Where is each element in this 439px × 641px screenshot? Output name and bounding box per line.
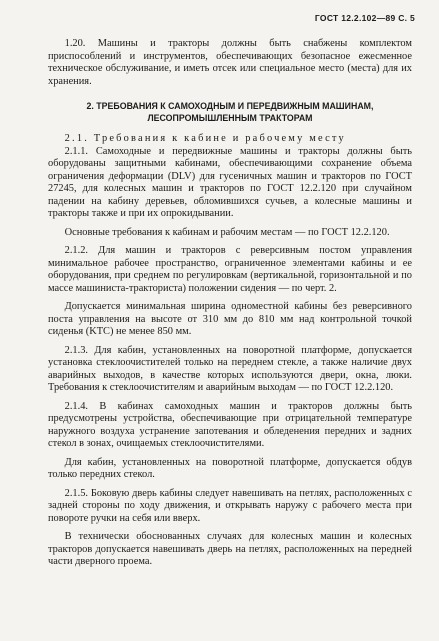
- paragraph-hinges: В технически обоснованных случаях для колесных машин и колесных тракторов допускается навешивать дверь на петлях, расположенных на передней части дверного проема.: [48, 531, 412, 567]
- document-body: [48, 38, 412, 575]
- paragraph-width: Допускается минимальная ширина одноместной кабины без реверсивного поста управления на высоте от 310 мм до 810 мм над контрольной точкой сиденья (KTC) не менее 850 мм.: [48, 301, 412, 337]
- paragraph-requirements: Основные требования к кабинам и рабочим местам — по ГОСТ 12.2.120.: [64, 226, 390, 238]
- section-title: [48, 100, 412, 124]
- section-title-line-2: ЛЕСОПРОМЫШЛЕННЫМ ТРАКТОРАМ: [147, 113, 313, 123]
- paragraph-2-1-2: 2.1.2. Для машин и тракторов с реверсивным постом управления минимальное рабочее пространство, ограниченное элементами кабины и ее оборудования, при среднем по регулировкам (вертикальной, горизонтальной и по массе машиниста-тракториста) положении сидения — по черт. 2.: [48, 245, 412, 294]
- paragraph-2-1-3: 2.1.3. Для кабин, установленных на поворотной платформе, допускается установка стеклоочистителей только на переднем стекле, а также наличие двух аварийных выходов, в качестве которых используются двери, окна, люки. Требования к стеклоочистителям и аварийным выходам — по ГОСТ 12.2.120.: [48, 344, 412, 393]
- paragraph-blower: Для кабин, установленных на поворотной платформе, допускается обдув только передних стекол.: [48, 456, 412, 480]
- paragraph-2-1-1: 2.1.1. Самоходные и передвижные машины и тракторы должны быть оборудованы защитными кабинами, обеспечивающими сохранение объема ограничения деформации (DLV) для гусеничных машин и тракторов по ГОСТ 27245, для колесных машин и тракторов по ГОСТ 12.2.120 при случайном падении на кабину деревьев, обломившихся сучьев, а колесные машины и тракторы также и при их опрокидывании.: [48, 145, 412, 219]
- paragraph-2-1-5: 2.1.5. Боковую дверь кабины следует навешивать на петлях, расположенных с задней стороны по ходу движения, и открывать наружу с рабочего места при повороте ручки на себя или вверх.: [48, 487, 412, 524]
- paragraph-2-1-4: 2.1.4. В кабинах самоходных машин и тракторов должны быть предусмотрены устройства, обеспечивающие при отрицательной температуре наружного воздуха устранение запотевания и обледенения передних и задних стекол в зонах, очищаемых стеклоочистителями.: [48, 400, 412, 449]
- section-title-line-1: 2. ТРЕБОВАНИЯ К САМОХОДНЫМ И ПЕРЕДВИЖНЫМ МАШИНАМ,: [86, 101, 374, 111]
- paragraph-1-20: 1.20. Машины и тракторы должны быть снабжены комплектом приспособлений и инструментов, обеспечивающих безопасное ежесменное техническое обслуживание, и иметь отсек или специальное место (места) для их хранения.: [48, 38, 412, 87]
- page-header: ГОСТ 12.2.102—89 С. 5: [314, 13, 415, 23]
- subsection-heading: 2.1. Требования к кабине и рабочему месту: [64, 133, 346, 144]
